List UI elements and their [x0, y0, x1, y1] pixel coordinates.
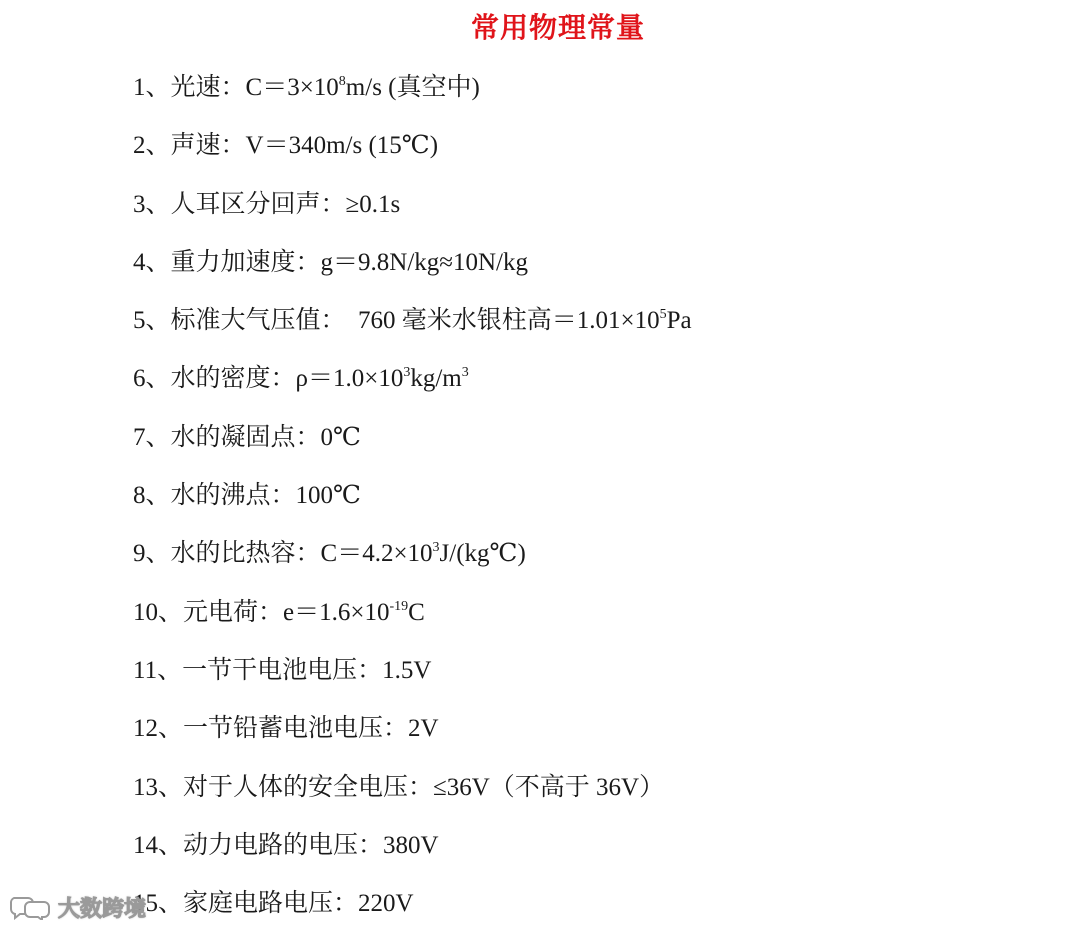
list-item — [133, 120, 692, 178]
list-item — [133, 703, 692, 761]
list-item — [133, 179, 692, 237]
item-value: ≤36V（不高于 36V） — [433, 773, 665, 801]
list-item — [133, 470, 692, 528]
item-label: 6、水的密度： — [133, 365, 296, 393]
item-value: V＝340m/s (15℃) — [245, 132, 439, 160]
item-label: 5、标准大气压值： — [133, 307, 346, 335]
item-value: $\rho=1.0\times 10^3kg/m^3$ — [295, 365, 469, 393]
item-label: 11、一节干电池电压： — [133, 656, 383, 684]
item-label: 14、动力电路的电压： — [133, 831, 384, 859]
item-value: 1.5V — [382, 656, 432, 684]
item-label: 7、水的凝固点： — [133, 423, 321, 451]
list-item — [133, 528, 692, 586]
item-label: 12、一节铅蓄电池电压： — [133, 715, 409, 743]
list-item — [133, 645, 692, 703]
item-value: ≥0.1s — [345, 190, 401, 218]
item-value: 760 毫米水银柱高$=1.01\times 10^5Pa$ — [345, 307, 692, 335]
item-value: 2V — [408, 715, 439, 743]
item-label: 15、家庭电路电压： — [133, 890, 359, 918]
constants-list — [133, 62, 692, 936]
item-value: 220V — [358, 890, 414, 918]
item-value: $C=4.2\times 10^3J/(kg℃)$ — [320, 540, 526, 568]
list-item — [133, 295, 692, 353]
list-item — [133, 353, 692, 411]
list-item — [133, 412, 692, 470]
item-label: 4、重力加速度： — [133, 248, 321, 276]
item-value: g＝9.8N/kg≈10N/kg — [320, 248, 528, 276]
item-label: 1、光速： — [133, 74, 246, 101]
item-label: 13、对于人体的安全电压： — [133, 773, 434, 801]
item-label: 10、元电荷： — [133, 598, 284, 626]
item-label: 9、水的比热容： — [133, 540, 321, 568]
item-value: 100℃ — [295, 482, 361, 510]
item-label: 8、水的沸点： — [133, 482, 296, 510]
watermark-text: 大数跨境 — [58, 896, 147, 922]
list-item — [133, 587, 692, 645]
item-value: 380V — [383, 831, 439, 859]
item-value: $C=3\times 10^8m/s$ (真空中) — [245, 74, 480, 101]
list-item — [133, 237, 692, 295]
item-value: 0℃ — [320, 423, 361, 451]
item-label: 3、人耳区分回声： — [133, 190, 346, 218]
list-item — [133, 62, 692, 120]
list-item — [133, 878, 692, 936]
item-value: $e=1.6\times 10^{-19}C$ — [283, 598, 425, 626]
watermark — [8, 890, 146, 924]
list-item — [133, 820, 692, 878]
chat-bubble-logo-icon — [8, 894, 52, 920]
list-item — [133, 762, 692, 820]
page-title: 常用物理常量 — [470, 11, 645, 44]
item-label: 2、声速： — [133, 132, 246, 160]
